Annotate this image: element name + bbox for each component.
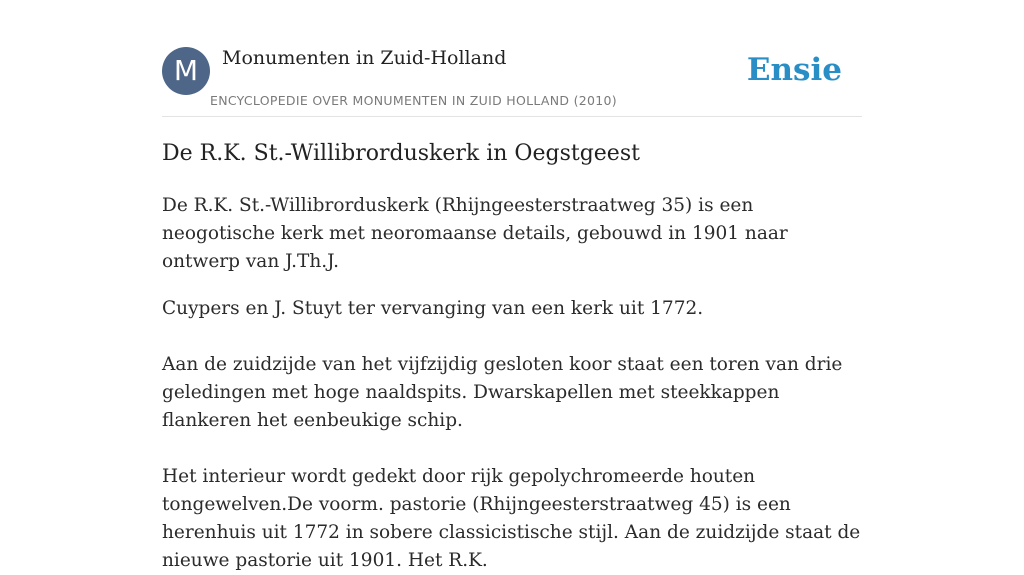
site-title-link[interactable]: Monumenten in Zuid-Holland: [222, 47, 507, 69]
article-paragraph: Cuypers en J. Stuyt ter vervanging van een kerk uit 1772.: [162, 298, 704, 319]
article-paragraph: Het interieur wordt gedekt door rijk gepolychromeerde houten tongewelven.De voorm. pastorie (Rhijngeesterstraatweg 45) is een herenhuis uit 1772 in sobere classicistische stijl. Aan de zuidzijde staat de nieuwe pastorie uit 1901. Het R.K.: [162, 466, 861, 571]
article-title: De R.K. St.-Willibrorduskerk in Oegstgeest: [162, 141, 640, 166]
article-paragraph: De R.K. St.-Willibrorduskerk (Rhijngeesterstraatweg 35) is een neogotische kerk met neoromaanse details, gebouwd in 1901 naar ontwerp van J.Th.J.: [162, 195, 788, 272]
article: [162, 138, 862, 575]
article-paragraph: Aan de zuidzijde van het vijfzijdig gesloten koor staat een toren van drie geledingen met hoge naaldspits. Dwarskapellen met steekkappen flankeren het eenbeukige schip.: [162, 354, 843, 431]
site-subtitle: ENCYCLOPEDIE OVER MONUMENTEN IN ZUID HOLLAND (2010): [210, 93, 617, 108]
ensie-logo-link[interactable]: Ensie: [746, 52, 842, 88]
site-header: [162, 46, 862, 117]
avatar[interactable]: M: [162, 47, 210, 95]
